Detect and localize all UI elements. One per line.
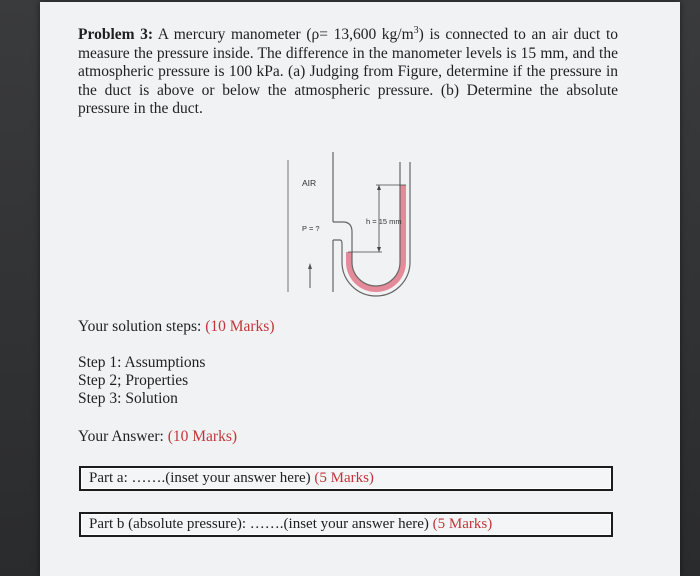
problem-heading: Problem 3: [78,26,154,44]
step-2: Step 2; Properties [78,372,189,389]
step-1: Step 1: Assumptions [78,354,206,371]
part-b-marks: (5 Marks) [432,516,493,532]
document-page [40,2,680,576]
problem-superscript: 3 [413,25,419,36]
flow-arrow-head [308,263,312,269]
height-arrow-up [377,185,381,190]
height-label: h = 15 mm [366,217,402,226]
connector-tube-top [333,222,352,232]
pressure-label: P = ? [302,224,320,233]
solution-steps-heading [78,318,275,336]
air-label: AIR [302,178,317,188]
manometer-figure [278,152,428,302]
problem-text-2: ) is connected to an air duct to measure the pressure inside. The difference in the manometer levels is 15 mm, and the atmospheric pressure is 100 kPa. (a) Judging from Figure, determine if the pressure in the duct is above or below the atmospheric pressure. (b) Determine the absolute pressure in the duct. [78,26,619,118]
solution-steps-marks: (10 Marks) [205,318,275,335]
part-b-answer-field[interactable] [79,512,613,537]
your-answer-heading [78,428,237,446]
part-b-prompt: Part b (absolute pressure): …….(inset your answer here) [89,516,433,532]
step-3: Step 3: Solution [78,390,178,407]
your-answer-marks: (10 Marks) [167,428,238,445]
height-arrow-down [377,247,381,252]
problem-statement [78,22,618,119]
mercury-fill [346,185,406,292]
part-a-marks: (5 Marks) [314,470,374,486]
problem-text-1: A mercury manometer (ρ= 13,600 kg/m [153,26,414,44]
part-a-prompt: Part a: …….(inset your answer here) [89,470,315,486]
part-a-answer-field[interactable] [79,466,613,491]
solution-steps-label: Your solution steps: [78,318,206,335]
connector-tube-bottom [333,240,342,244]
your-answer-label: Your Answer: [78,428,168,445]
